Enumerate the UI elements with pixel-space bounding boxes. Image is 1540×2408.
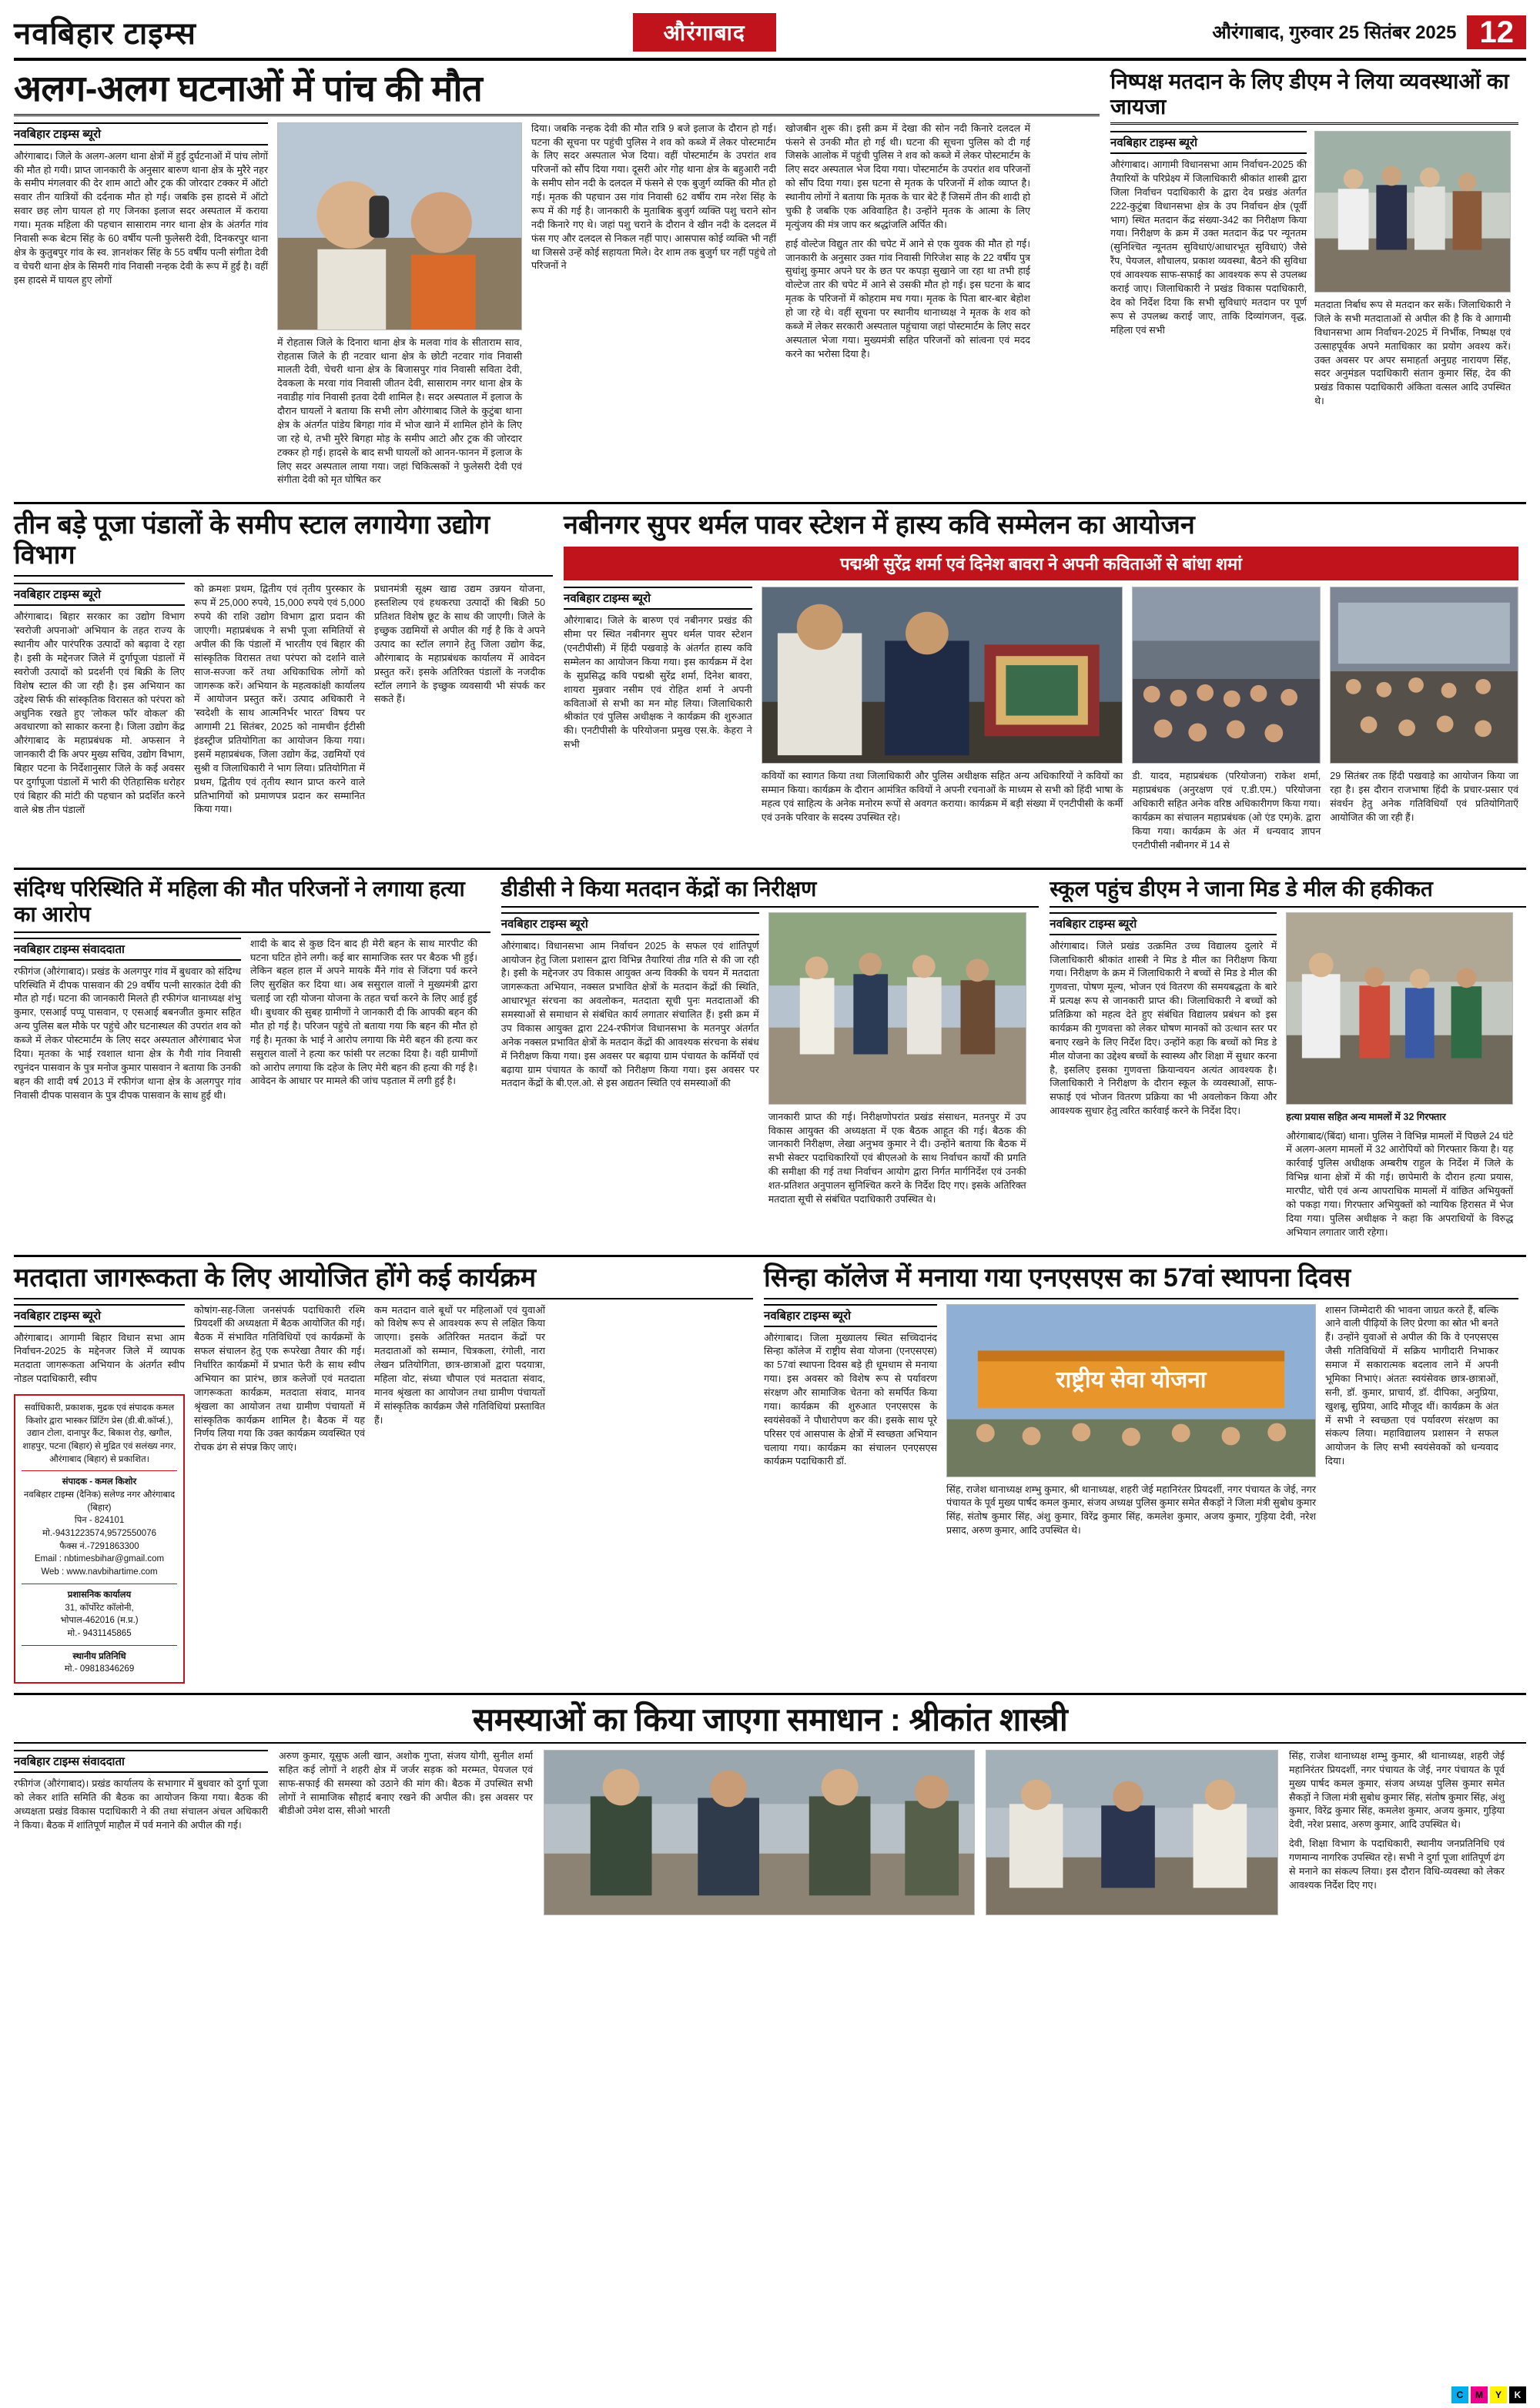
imprint-fax: फैक्स नं.-7291863300 — [59, 1541, 139, 1551]
kavi-story — [564, 510, 1518, 858]
local-phone: मो.- 09818346269 — [64, 1664, 135, 1674]
top-section — [14, 69, 1526, 493]
lead-col3-text — [531, 122, 776, 274]
paragraph: प्रधानमंत्री सूक्ष्म खाद्य उद्यम उन्नयन योजना, हस्तशिल्प एवं हथकरघा उत्पादों की बिक्री 50 प्रतिशत विशेष छूट के साथ की जाएगी। जिले के इच्छुक उद्यमियों से अपील की गई है कि वे अपने उत्पाद का स्टॉल लगाने हेतु जिला उद्योग केंद्र, औरंगाबाद के महाप्रबंधक कार्यालय में आवेदन प्रस्तुत करें। इसके अतिरिक्त पंडालों के नजदीक स्टॉल लगाने के इच्छुक व्यवसायी भी संपर्क कर सकते हैं। — [374, 584, 545, 705]
paragraph: शासन जिम्मेदारी की भावना जाग्रत करते हैं, बल्कि आने वाली पीढ़ियों के लिए प्रेरणा का स्रोत भी बनते हैं। उन्होंने युवाओं से अपील की कि वे एनएसएस जैसी गतिविधियों में सक्रिय भागीदारी निभाकर समाज में सकारात्मक बदलाव लाने में अपनी भूमिका निभाएं। अंततः स्वयंसेवक छात्र-छात्राओं, सनी, डॉ. कुमार, प्राचार्य, डॉ. दीपिका, अनुप्रिया, खुशबू, सुप्रिया, आदि मौजूद थीं। कार्यक्रम के अंत में सभी ने स्वच्छता एवं पर्यावरण संरक्षण का संकल्प लिया। महाविद्यालय प्रशासन ने सफल आयोजन के लिए सभी स्वयंसेवकों को धन्यवाद दिया। — [1325, 1304, 1498, 1467]
paragraph: औरंगाबाद। बिहार सरकार का उद्योग विभाग 'स्वरोजी अपनाओ' अभियान के तहत राज्य के स्थानीय और पारंपरिक उत्पादों को बढ़ावा दे रहा है। इसी के मद्देनजर जिले में दुर्गापूजा पंडालों में स्वरोजी उत्पादों को प्रदर्शनी एवं बिक्री के लिए विशेष स्टाल की जा रही है। इस अभियान का उद्देश्य सिर्फ की सांस्कृतिक विरासत को परंपरा को अधुनिक रखते हुए 'लोकल फॉर वोकल' की अवधारणा को साकार करना है। जिला उद्योग केंद्र औरंगाबाद के महाप्रबंधक मो. अफसान ने जानकारी दी कि अपर मुख्य सचिव, उद्योग विभाग, बिहार पटना के निर्देशानुसार जिले के कई अवसर पर दुर्गापूजा पंडालों में भारी की ऐतिहासिक धरोहर एवं बिहार की मांटी की पहचान को प्रदर्शित करने वाले श्रेष्ठ तीन पंडालों — [14, 611, 185, 815]
lead-col4-text — [785, 122, 1030, 362]
women-death-columns — [14, 938, 490, 1109]
ddc-col1-text — [501, 940, 759, 1092]
kavi-col1-text — [564, 614, 752, 752]
paragraph: औरंगाबाद। जिले के बारुण एवं नबीनगर प्रखंड की सीमा पर स्थित नबीनगर सुपर थर्मल पावर स्टेशन (एनटीपीसी) में हिंदी पखवाड़े के अंतर्गत हास्य कवि सम्मेलन का आयोजन किया गया। इस कार्यक्रम में देश के सुप्रसिद्ध कवि पद्मश्री सुरेंद्र शर्मा, दिनेश बावरा, शायरा मुन्नवार नसीम एवं रोहित शर्मा ने अपनी कविताओं से सभी का मन मोह लिया। जिलाधिकारी श्रीकांत एवं पुलिस अधीक्षक ने कार्यक्रम की शुरुआत की। एनटीपीसी के परियोजना प्रमुख एस.के. केहरा ने सभी — [564, 615, 752, 751]
photo-nss-banner — [946, 1304, 1316, 1477]
women-death-col-1 — [14, 938, 241, 1109]
udyog-col-2 — [194, 583, 365, 822]
imprint-email: Email : nbtimesbihar@gmail.com — [34, 1554, 165, 1564]
paragraph: को क्रमशः प्रथम, द्वितीय एवं तृतीय पुरस्कार के रूप में 25,000 रुपये, 15,000 रुपये एवं 5,000 रुपये की राशि उद्योग विभाग द्वारा प्रदान की जाएगी। महाप्रबंधक ने सभी पूजा समितियों से अपील की कि पंडालों में भारतीय एवं बिहार की सांस्कृतिक विरासत तथा परंपरा को दर्शाने वाले साज-सज्जा करें तथा अधिकाधिक लोगों को जागरूक करें। अभियान के महत्वकांक्षी कार्यालय में आयोजन प्रस्तुत करें। उत्पाद अधिकारी ने 'स्वदेशी के साथ आत्मनिर्भर भारत' विषय पर आगामी 21 सितंबर, 2025 को नामचीन ईटीसी इंडस्ट्रीज प्रतियोगिता का आयोजन किया गया। इसमें महाप्रबंधक, जिला उद्योग केंद्र, उद्यमियों एवं सुश्री व जिलाधिकारी ने भाग लिया। प्रतियोगिता में प्रथम, द्वितीय एवं तृतीय स्थान प्राप्त करने वाले प्रतिभागियों को प्रमाणपत्र प्रदान कर सम्मानित किया गया। — [194, 584, 365, 815]
masthead-right — [1212, 15, 1526, 49]
nss-columns — [764, 1304, 1518, 1544]
kavi-subhead: पद्मश्री सुरेंद्र शर्मा एवं दिनेश बावरा ने अपनी कविताओं से बांधा शमां — [564, 547, 1518, 580]
women-death-story — [14, 876, 490, 1246]
shrikant-col2-text — [279, 1750, 533, 1818]
imprint-lines: सर्वाधिकारी, प्रकाशक, मुद्रक एवं संपादक कमल किशोर द्वारा भास्कर प्रिंटिंग प्रेस (डी.बी.कॉर्प्स.), उद्यान टोला, दानापुर कैंट, बिकाश रोड़, खगौल, शाहपुर, पटना (बिहार) से मुद्रित एवं सलंख्य नगर, औरंगाबाद (बिहार) से प्रकाशित। — [22, 1403, 176, 1464]
photo-kavi-hall — [1330, 587, 1518, 764]
nss-story — [764, 1263, 1518, 1684]
paragraph: में रोहतास जिले के दिनारा थाना क्षेत्र के मलवा गांव के सीताराम साव, रोहतास जिले के ही नटवार थाना क्षेत्र के छोटी नटवार गांव निवासी मालती देवी, चेचरी थाना क्षेत्र के बिजासपुर गांव निवासी सविता देवी, देवकला के मरवा गांव निवासी जीतन देवी, सासाराम नगर थाना क्षेत्र के नवाडीह गांव निवासी इतवा देवी शामिल है। सदर अस्पताल में इलाज के दौरान घायलों ने बताया कि सभी लोग औरंगाबाद जिले के कुटुंबा थाना क्षेत्र के अंतर्गत पांडेय बिगहा गांव में भोज खाने में शामिल होने के लिए जा रहे थे, तभी मुरैरे बिगहा मोड़ के समीप आटो और ट्रक की जोरदार टक्कर हो गई। हादसे के बाद सभी घायलों को आनन-फानन में इलाज के लिए सदर अस्पताल लाया गया। जहां चिकित्सकों ने फुलेसरी देवी एवं संगीता देवी को मृत घोषित कर — [277, 336, 522, 486]
ddc-columns — [501, 912, 1040, 1212]
ddc-col2-text — [768, 1111, 1026, 1207]
lead-col-3 — [531, 122, 776, 493]
dm-col1-text — [1110, 159, 1307, 337]
voter-awareness-story — [14, 1263, 753, 1684]
mid-day-meal-col1-text — [1050, 940, 1277, 1119]
paragraph: डी. यादव, महाप्रबंधक (परियोजना) राकेश शर्मा, महाप्रबंधक (अनुरक्षण एवं ए.डी.एम.) परियोजना अधिकारी सहित अनेक वरिष्ठ अधिकारीगण किया गया। कार्यक्रम का संचालन महाप्रबंधक (ओ एंड एम)के. द्वारा किया गया। कार्यक्रम के अंत में धन्यवाद ज्ञापन एनटीपीसी नबीनगर में 14 से — [1132, 771, 1321, 851]
dm-col-1 — [1110, 131, 1307, 414]
color-swatch-y: Y — [1490, 2386, 1507, 2403]
office-phone: मो.- 9431145865 — [67, 1628, 132, 1638]
shrikant-photo-col-2 — [986, 1750, 1278, 1915]
color-control-bar — [1451, 2386, 1526, 2403]
photo-ddc-road — [768, 912, 1026, 1105]
photo-kavi-audience — [1132, 587, 1321, 764]
nss-col-3 — [1325, 1304, 1498, 1544]
paragraph: अरुण कुमार, यूसुफ अली खान, अशोक गुप्ता, संजय योगी, सुनील शर्मा सहित कई लोगों ने शहरी क्षेत्र में जर्जर सड़क को मरम्मत, पेयजल एवं साफ-सफाई की समस्या को उठाने की मांग की। बैठक में उपस्थित सभी लोगों ने सामाजिक सौहार्द बनाए रखने की अपील की। इस अवसर पर बीडीओ उमेश दास, सीओ भारती — [279, 1750, 533, 1817]
shrikant-photo-col-1 — [544, 1750, 975, 1915]
divider — [22, 1645, 177, 1646]
divider — [1050, 906, 1526, 908]
photo-ddc-road-graphic — [769, 913, 1026, 1104]
local-label: स्थानीय प्रतिनिधि — [72, 1651, 126, 1661]
office-city: भोपाल-462016 (म.प्र.) — [60, 1616, 139, 1626]
divider — [14, 931, 490, 933]
divider — [14, 1298, 753, 1299]
women-death-col-2 — [250, 938, 477, 1109]
kavi-columns — [564, 587, 1518, 858]
edition-badge: औरंगाबाद — [633, 13, 776, 52]
udyog-col3-text — [374, 583, 545, 707]
shrikant-col-2 — [279, 1750, 533, 1915]
color-swatch-c: C — [1451, 2386, 1468, 2403]
women-death-headline: संदिग्ध परिस्थिति में महिला की मौत परिजनों ने लगाया हत्या का आरोप — [14, 876, 465, 926]
ddc-col-2 — [768, 912, 1026, 1212]
lead-col1-text — [14, 150, 268, 288]
lead-col2-text — [277, 336, 522, 488]
lead-col-2 — [277, 122, 522, 493]
paragraph: औरंगाबाद। जिले प्रखंड उत्क्रमित उच्च विद्यालय दुलारे में जिलाधिकारी श्रीकांत शास्त्री ने मिड डे मील का निरीक्षण किया गया। निरीक्षण के क्रम में जिलाधिकारी ने बच्चों से मिड डे मील की गुणवत्ता, पोषण मूल्य, भोजन एवं वितरण की समयबद्धता के बारे में प्रत्यक्ष रूप से जानकारी प्राप्त की। जिलाधिकारी ने बच्चों को प्रतिक्रिया को महत्व देते हुए संबंधित विद्यालय प्रबंधन को इस कार्यक्रम की गुणवत्ता को लेकर घोषण मानकों को उत्थान स्तर पर बनाए रखने के लिए निर्देश दिए। उन्होंने कहा कि बच्चों को मिड डे मील योजना का उद्देश्य बच्चों के स्वास्थ्य और शिक्षा में सुधार करना है, इसलिए इसका गुणवत्ता क्रियान्वयन अत्यंत आवश्यक है। जिलाधिकारी ने निरीक्षण के दौरान स्कूल के व्यवस्थाओं, साफ-सफाई एवं भोजन वितरण प्रक्रिया का भी अवलोकन किया और आवश्यक सुधार हेतु त्वरित कार्रवाई करने के निर्देश दिए। — [1050, 940, 1277, 1117]
paragraph: हाई वोल्टेज विद्युत तार की चपेट में आने से एक युवक की मौत हो गई। जानकारी के अनुसार उक्त गांव निवासी गिरिजेश साह के 22 वर्षीय पुत्र सुधांशु कुमार अपने घर के छत पर कपड़ा सुखाने जा रहा था तभी हाई वोल्टेज तार की चपेट में आने से उसकी मौत हो गई। इस घटना के बाद मृतक के परिजनों में कोहराम मच गया। मृतक के पिता बार-बार बेहोश हो जा रहे थे। वहीं सूचना पर स्थानीय थानाध्यक्ष ने मृतक के शव को कब्जे में लेकर सरकारी अस्पताल पहुंचाया जहां पोस्टमार्टम के लिए सदर अस्पताल भेजा गया। मुख्यमंत्री सहित परिजनों को सांत्वना एवं मदद करने का भरोसा दिया है। — [785, 238, 1030, 360]
photo-kavi-stage-graphic — [762, 587, 1123, 763]
paragraph: औरंगाबाद/(बिंदा) थाना। पुलिस ने विभिन्न मामलों में पिछले 24 घंटे में अलग-अलग मामलों में 32 आरोपियों को गिरफ्तार किया है। यह कार्रवाई पुलिस अधीक्षक अम्बरीष राहुल के निर्देश में जिले के विभिन्न थाना क्षेत्रों में की गई। छापेमारी के दौरान हत्या प्रयास, मारपीट, चोरी एवं अन्य आपराधिक मामलों में वांछित अभियुक्तों को पकड़ा गया। गिरफ्तार अभियुक्तों को न्यायिक हिरासत में भेज दिया गया। पुलिस अधीक्षक ने कहा कि अपराधियों के विरुद्ध अभियान लगातार जारी रहेगा। — [1286, 1130, 1514, 1238]
nss-photo-col-text — [946, 1483, 1316, 1539]
dm-columns — [1110, 131, 1518, 414]
photo-shanti-meeting — [986, 1750, 1278, 1915]
paragraph: मतदाता निर्बाध रूप से मतदान कर सकें। जिलाधिकारी ने जिले के सभी मतदाताओं से अपील की है कि वे आगामी विधानसभा आम निर्वाचन-2025 में निर्भीक, निष्पक्ष एवं उत्साहपूर्वक अपने मताधिकार का प्रयोग अवश्य करें। उक्त अवसर पर अपर समाहर्ता अनुग्रह नारायण सिंह, सदर अनुमंडल पदाधिकारी संतान कुमार सिंह, देव की प्रखंड विकास पदाधिकारी अंकिता वत्सल आदि उपस्थित थे। — [1314, 299, 1511, 407]
photo-police-presser-graphic — [544, 1751, 974, 1915]
paragraph: शादी के बाद से कुछ दिन बाद ही मेरी बहन के साथ मारपीट की घटना घटित होने लगी। कई बार सामाजिक स्तर पर बैठक भी हुई। लेकिन बहल हाल में अपने मायके मैंने गांव से जिंदगा पर्व करने लिए सुरक्षित कर दिया था। अब ससुराल वालों ने मुख्यमंत्री द्वारा चलाई जा रही योजना योजना के तहत चर्चा करने के लिए आई हुई थी। बुधवार की सुबह ग्रामीणों ने जानकारी दी कि आपकी बहन की मौत हो गई है। परिजन पहुंचे तो बताया गया कि बहन की मौत हो गई है। मृतका के भाई ने आरोप लगाया कि मेरी बहन की हत्या कर ससुराल वालों ने हत्या कर फांसी पर लटका दिया है। वही ग्रामीणों को आरोप लगाया कि दहेज के लिए मेरी बहन की हत्या की गई है। आवेदन के आधार पर मामले की जांच पड़ताल में लगी हुई है। — [250, 938, 477, 1087]
lead-columns — [14, 122, 1100, 493]
voter-awareness-col3-text — [374, 1304, 545, 1428]
byline: नवबिहार टाइम्स संवाददाता — [14, 938, 241, 961]
photo-school-meal — [1286, 912, 1513, 1105]
photo-shanti-meeting-graphic — [986, 1751, 1277, 1915]
kavi-photo-col — [762, 587, 1123, 858]
imprint-web: Web : www.navbihartime.com — [41, 1567, 158, 1577]
photo-kavi-audience-graphic — [1133, 587, 1320, 763]
photo-interview — [277, 122, 522, 330]
byline: नवबिहार टाइम्स ब्यूरो — [501, 912, 759, 935]
paragraph: खोजबीन शुरू की। इसी क्रम में देखा की सोन नदी किनारे दलदल में फंसने से उनकी मौत हो गई थी। घटना की सूचना पुलिस को दी गई जिसके आलोक में पहुंची पुलिस ने शव को कब्जे में लेकर पोस्टमार्टम के लिए सदर अस्पताल भेज दिया गया। पोस्टमार्टम के उपरांत शव परिजनों को सौंप दिया गया। इस घटना से मृतक के परिजनों में शोक व्याप्त है। स्थानीय लोगों ने बताया कि मृतक के चार बेटे हैं जिसमें तीन की शादी हो चुकी है जबकि एक अविवाहित है। उन्होंने मृतक के आत्मा के लिए मृत्युंजय की मंत्र जाप कर श्रद्धांजलि अर्पित की। — [785, 122, 1030, 230]
nss-headline: सिन्हा कॉलेज में मनाया गया एनएसएस का 57वां स्थापना दिवस — [764, 1263, 1351, 1293]
divider — [14, 575, 553, 577]
photo-dm-visit — [1314, 131, 1511, 293]
shrikant-col-1 — [14, 1750, 268, 1915]
editor-label: संपादक - कमल किशोर — [62, 1477, 137, 1487]
mid-day-meal-columns — [1050, 912, 1526, 1246]
nss-photo-col — [946, 1304, 1316, 1544]
paragraph: औरंगाबाद। विधानसभा आम निर्वाचन 2025 के सफल एवं शांतिपूर्ण आयोजन हेतु जिला प्रशासन द्वारा विभिन्न तैयारियां तीव्र गति से की जा रही है। इसी के मद्देनजर उप विकास आयुक्त अन्य विक्की के चयन में मतदाता जागरूकता अभियान, नक्सल प्रभावित क्षेत्रों के मतदान केंद्रों की स्थिति, आधारभूत संरचना का अवलोकन, मतदाता सूची पुनः मतदाताओं की समस्याओं से समाधान से संबंधित कार्य लगातार संचालित हैं। इसी क्रम में उप विकास आयुक्त द्वारा 224-रफीगंज विधानसभा के मतनपुर अंतर्गत अनेक नक्सल प्रभावित क्षेत्रों के मतदान केंद्रों की आवश्यक संरचना के संबंध में निरीक्षण किया गया। इस अवसर पर बढ़ाया ग्राम पंचायत के कर्मियों एवं बढ़ाया ग्राम पंचायत के कार्यों को निरीक्षण किया गया। इस अवसर पर मतदान केंद्रों के बी.एल.ओ. से इस अद्यतन स्थिति एवं समस्याओं की — [500, 940, 759, 1089]
paragraph: कम मतदान वाले बूथों पर महिलाओं एवं युवाओं को विशेष रूप से आवश्यक रूप से लक्षित किया जाएगा। इसके अतिरिक्त मतदान केंद्रों पर मतदाताओं को सम्मान, चित्रकला, रंगोली, नारा लेखन प्रतियोगिता, छात्र-छात्राओं द्वारा पदयात्रा, महिला वोट, संध्या चौपाल एवं मतदाता संवाद, मानव श्रृंखला का आयोजन तथा ग्रामीण पंचायतों में सांस्कृतिक कार्यक्रम जैसे गतिविधियां प्रस्तावित हैं। — [374, 1304, 545, 1426]
shrikant-columns — [14, 1750, 1526, 1915]
band-two — [14, 502, 1526, 858]
shrikant-col1-text — [14, 1778, 268, 1833]
imprint-address: नवबिहार टाइम्स (दैनिक) सलेण्ड नगर औरंगाबाद (बिहार) — [23, 1490, 176, 1513]
voter-awareness-columns — [14, 1304, 753, 1684]
byline: नवबिहार टाइम्स ब्यूरो — [764, 1304, 937, 1327]
udyog-col-1 — [14, 583, 185, 822]
divider — [501, 906, 1040, 908]
udyog-col-3 — [374, 583, 545, 822]
paragraph: सिंह, राजेश थानाध्यक्ष शम्भु कुमार, श्री थानाध्यक्ष, शहरी जेई महानिरंतर प्रियदर्शी, नगर पंचायत के जेई, नगर पंचायत के पूर्व मुख्य पार्षद कमल कुमार, संजय अध्यक्ष पुलिस कुमार समेत सैकड़ों ने जिला मंत्री सुबोध कुमार सिंह, संतोष कुमार सिंह, अंशु कुमार, विरेंद्र कुमार सिंह, कमलेश कुमार, अजय कुमार, गुड़िया देवी, नरेश प्रसाद, अरुण कुमार, आदि उपस्थित थे। — [946, 1483, 1316, 1537]
mid-day-meal-col-2 — [1286, 912, 1513, 1246]
paragraph: कवियों का स्वागत किया तथा जिलाधिकारी और पुलिस अधीक्षक सहित अन्य अधिकारियों ने कवियों का सम्मान किया। कार्यक्रम के दौरान आमंत्रित कवियों ने अपनी रचनाओं के माध्यम से सभी को हिंदी भाषा के महत्व एवं साहित्य के अनेक मनोरम रूपों से अवगत कराया। कार्यक्रम में बड़ी संख्या में एनटीपीसी के कर्मी एवं उनके परिवार के सदस्य उपस्थित रहे। — [761, 771, 1123, 823]
imprint-phones: मो.-9431223574,9572550076 — [42, 1529, 156, 1539]
mid-day-meal-col-1 — [1050, 912, 1277, 1246]
byline: नवबिहार टाइम्स ब्यूरो — [14, 583, 185, 606]
udyog-headline: तीन बड़े पूजा पंडालों के समीप स्टाल लगायेगा उद्योग विभाग — [14, 510, 490, 570]
imprint-box — [14, 1394, 185, 1684]
color-swatch-m: M — [1471, 2386, 1488, 2403]
lead-col-4 — [785, 122, 1030, 493]
mid-day-meal-story — [1050, 876, 1526, 1246]
page-number: 12 — [1467, 15, 1526, 49]
office-address: 31, कॉर्पोरेट कॉलोनी, — [65, 1603, 134, 1613]
office-label: प्रशासनिक कार्यालय — [67, 1590, 132, 1600]
paragraph: 29 सितंबर तक हिंदी पखवाड़े का आयोजन किया जा रहा है। इस दौरान राजभाषा हिंदी के प्रचार-प्रसार एवं संवर्धन हेतु अनेक गतिविधियाँ एवं प्रतियोगिताएँ आयोजित की जा रही हैं। — [1330, 771, 1518, 823]
nss-col1-text — [764, 1332, 937, 1470]
byline: नवबिहार टाइम्स संवाददाता — [14, 1750, 268, 1773]
lead-col-1 — [14, 122, 268, 493]
ddc-col-1 — [501, 912, 759, 1212]
svg-text:राष्ट्रीय सेवा योजना: राष्ट्रीय सेवा योजना — [1056, 1366, 1207, 1393]
udyog-col2-text — [194, 583, 365, 817]
voter-awareness-col-3 — [374, 1304, 545, 1684]
date-line: औरंगाबाद, गुरुवार 25 सितंबर 2025 — [1212, 22, 1457, 43]
byline: नवबिहार टाइम्स ब्यूरो — [1050, 912, 1277, 935]
lead-headline-wrap — [14, 69, 1100, 116]
dm-headline-wrap — [1110, 69, 1518, 125]
paragraph: सिंह, राजेश थानाध्यक्ष शम्भु कुमार, श्री थानाध्यक्ष, शहरी जेई महानिरंतर प्रियदर्शी, नगर पंचायत के जेई, नगर पंचायत के पूर्व मुख्य पार्षद कमल कुमार, संजय अध्यक्ष पुलिस कुमार समेत सैकड़ों ने जिला मंत्री सुबोध कुमार सिंह, संतोष कुमार सिंह, अंशु कुमार, विरेंद्र कुमार सिंह, कमलेश कुमार, अजय कुमार, गुड़िया देवी, नरेश प्रसाद, अरुण कुमार, आदि उपस्थित थे। — [1289, 1750, 1505, 1831]
photo-dm-visit-graphic — [1315, 132, 1510, 292]
ddc-story — [501, 876, 1040, 1246]
band-three — [14, 868, 1526, 1246]
udyog-columns — [14, 583, 553, 822]
kavi-photo-col-text — [762, 770, 1123, 825]
voter-awareness-col2-text — [194, 1304, 365, 1456]
women-death-col1-text — [14, 965, 241, 1103]
shrikant-col3-text — [1289, 1750, 1505, 1893]
shrikant-headline: समस्याओं का किया जाएगा समाधान : श्रीकांत शास्त्री — [472, 1701, 1068, 1737]
kavi-col-4 — [1330, 587, 1518, 858]
byline: नवबिहार टाइम्स ब्यूरो — [14, 122, 268, 145]
photo-kavi-hall-graphic — [1331, 587, 1518, 763]
paragraph: कोषांग-सह-जिला जनसंपर्क पदाधिकारी रश्मि प्रियदर्शी की अध्यक्षता में बैठक आयोजित की गई। बैठक में संभावित गतिविधियों एवं कार्यक्रमों के सफल संचालन हेतु एक रूपरेखा तैयार की गई। निर्धारित कार्यक्रमों में प्रभात फेरी के साथ स्वीप अभियान का प्रारंभ, छात्र कलेजों एवं मतदाता जागरूकता कार्यक्रम, मतदाता संवाद, मानव श्रृंखला का आयोजन तथा ग्रामीण पंचायतों में सांस्कृतिक कार्यक्रम शामिल है। बैठक में यह निर्णय लिया गया कि उक्त कार्यक्रम व्यवस्थित एवं रोचक ढंग से संपन्न किए जाएं। — [194, 1304, 365, 1453]
band-four — [14, 1255, 1526, 1684]
paragraph: औरंगाबाद। आगामी विधानसभा आम निर्वाचन-2025 की तैयारियों के परिप्रेक्ष्य में जिलाधिकारी श्रीकांत शास्त्री द्वारा जिला निर्वाचन पदाधिकारी के द्वारा देव प्रखंड अंतर्गत 222-कुटुंबा विधानसभा क्षेत्र के उप निर्वाचन क्षेत्र (पूर्वी भाग) स्थित मतदान केंद्र संख्या-342 का निरीक्षण किया गया। निरीक्षण के क्रम में उक्त मतदान केंद्र पर न्यूनतम (सुनिश्चित न्यूनतम सुविधाएं/आधारभूत सुविधाएं) जैसे रैंप, पेयजल, शौचालय, प्रकाश व्यवस्था, बैठने की सुविधा एवं आवश्यक साफ-सफाई का आवश्यक रूप से उपलब्ध कराई जाए। जिलाधिकारी ने प्रखंड विकास पदाधिकारी, देव को निर्देश दिया कि सभी सुविधाएं मतदान पर पूर्ण रूप से उपलब्ध कराई जाए, ताकि दिव्यांगजन, वृद्ध, महिला एवं सभी — [1110, 159, 1307, 336]
photo-school-meal-graphic — [1287, 913, 1512, 1104]
dm-headline: निष्पक्ष मतदान के लिए डीएम ने लिया व्यवस्थाओं का जायजा — [1110, 69, 1509, 119]
shrikant-col-3 — [1289, 1750, 1505, 1915]
divider — [14, 1742, 1526, 1744]
masthead — [14, 11, 1526, 61]
voter-awareness-col-2 — [194, 1304, 365, 1684]
imprint-pin: पिन - 824101 — [74, 1516, 125, 1526]
women-death-col2-text — [250, 938, 477, 1089]
udyog-col1-text — [14, 610, 185, 817]
photo-police-presser — [544, 1750, 975, 1915]
lead-headline: अलग-अलग घटनाओं में पांच की मौत — [14, 68, 483, 109]
arrests-text — [1286, 1111, 1513, 1240]
paragraph: रफीगंज (औरंगाबाद)। प्रखंड के अलगपुर गांव में बुधवार को संदिग्ध परिस्थिति में दीपक पासवान की 29 वर्षीय पत्नी सारकांत देवी की मौत हो गई। घटना की जानकारी मिलते ही रफीगंज थानाध्यक्ष शंभु कुमार, एसआई पप्पू पासवान, ए एसआई बबनजीत कुमार सहित अन्य पुलिस बल मौके पर पहुंचे और घटनास्थल की उपरांत शव को कब्जे में लेकर पोस्टमार्टम के लिए सदर अस्पताल औरंगाबाद भेज दिया। मृतका के भाई रवशाल थाना क्षेत्र के गैवी गांव निवासी रघुनंदन पासवान के पुत्र मनोज कुमार पासवान ने बताया कि उनकी बहन की शादी वर्ष 2013 में रफीगंज थाना क्षेत्र के अलगपुर गांव निवासी दीपक पासवान के पुत्र दीपक पासवान के साथ हुई थी। — [14, 965, 241, 1101]
paragraph: देवी, शिक्षा विभाग के पदाधिकारी, स्थानीय जनप्रतिनिधि एवं गणमान्य नागरिक उपस्थित रहे। सभी ने दुर्गा पूजा शांतिपूर्ण ढंग से मनाने का संकल्प लिया। इस दौरान विधि-व्यवस्था को लेकर आवश्यक निर्देश दिए गए। — [1289, 1838, 1505, 1891]
nss-col3-text — [1325, 1304, 1498, 1470]
newspaper-title: नवबिहार टाइम्स — [14, 17, 196, 51]
ddc-headline: डीडीसी ने किया मतदान केंद्रों का निरीक्षण — [500, 876, 817, 901]
kavi-col4-text — [1330, 770, 1518, 825]
mid-day-meal-headline: स्कूल पहुंच डीएम ने जाना मिड डे मील की हकीकत — [1050, 876, 1433, 901]
lead-story — [14, 69, 1100, 493]
dm-inspection-story — [1110, 69, 1518, 493]
divider — [22, 1470, 177, 1471]
photo-nss-banner-graphic — [947, 1305, 1315, 1477]
kavi-headline: नबीनगर सुपर थर्मल पावर स्टेशन में हास्य कवि सम्मेलन का आयोजन — [564, 510, 1195, 540]
arrests-headline: हत्या प्रयास सहित अन्य मामलों में 32 गिरफ्तार — [1286, 1111, 1446, 1122]
band-five — [14, 1693, 1526, 1915]
paragraph: जानकारी प्राप्त की गई। निरीक्षणोपरांत प्रखंड संसाधन, मतनपुर में उप विकास आयुक्त की अध्यक्षता में एक बैठक आहूत की गई। बैठक की जानकारी निरीक्षण, लेखा अनुभव कुमार ने दी। उन्होंने बताया कि बैठक में सभी सेक्टर पदाधिकारियों एवं बीएलओ के साथ निर्वाचन कार्यों की प्रगति की समीक्षा की गई तथा निर्वाचन आयोग द्वारा निर्गत मार्गनिर्देश एवं उनकी शत-प्रतिशत अनुपालन सुनिश्चित करने के निर्देश दिए गए। इसके अतिरिक्त मतदाता सूची से संबंधित पदाधिकारी उपस्थित थे। — [768, 1111, 1026, 1205]
photo-interview-graphic — [278, 123, 521, 329]
kavi-col3-text — [1132, 770, 1321, 852]
divider — [764, 1298, 1518, 1299]
voter-awareness-col1-text — [14, 1332, 185, 1387]
kavi-col-1 — [564, 587, 752, 858]
paragraph: औरंगाबाद। जिले के अलग-अलग थाना क्षेत्रों में हुई दुर्घटनाओं में पांच लोगों की मौत हो गयी। प्राप्त जानकारी के अनुसार बारुण थाना क्षेत्र के मुरैरे नहर के समीप मंगलवार की देर शाम आटो और ट्रक की जोरदार टक्कर में ऑटो सवार तीन यात्रियों की दर्दनाक मौत हो गई। जबकि इस हादसे में ऑटो सवार छह लोग घायल हो गए जिनका इलाज सदर अस्पताल में कराया गया। मृतक महिला की पहचान सासाराम नगर थाना क्षेत्र के अंतर्गत गांव निवासी रूक बेटम सिंह के 60 वर्षीय पत्नी फुलेसरी देवी, दिनकरपुर थाना क्षेत्र के कुतुबपुर गांव के स्व. ज्ञानशंकर सिंह के 55 वर्षीय पत्नी संगीता देवी व चेचरी थाना क्षेत्र के सिमरी गांव निवासी नन्हक देवी के रूप में हुई है। वहीं इस हादसे में घायल हुए लोगों — [14, 150, 268, 286]
kavi-col-3 — [1132, 587, 1321, 858]
byline: नवबिहार टाइम्स ब्यूरो — [1110, 131, 1307, 154]
dm-col2-text — [1314, 299, 1511, 409]
dm-col-2 — [1314, 131, 1511, 414]
paragraph: औरंगाबाद। आगामी बिहार विधान सभा आम निर्वाचन-2025 के मद्देनजर जिले में व्यापक मतदाता जागरूकता अभियान के अंतर्गत स्वीप नोडल पदाधिकारी, स्वीप — [14, 1332, 185, 1385]
photo-kavi-stage — [762, 587, 1123, 764]
voter-awareness-headline: मतदाता जागरूकता के लिए आयोजित होंगे कई कार्यक्रम — [14, 1263, 537, 1293]
udyog-story — [14, 510, 553, 858]
paragraph: दिया। जबकि नन्हक देवी की मौत रात्रि 9 बजे इलाज के दौरान हो गई। घटना की सूचना पर पहुंची पुलिस ने शव को कब्जे में लेकर पोस्टमार्टम के लिए सदर अस्पताल भेज दिया। वहीं पोस्टमार्टम के उपरांत शव परिजनों को सौंप दिया गया। दूसरी ओर गोह थाना क्षेत्र के बहुआरी नदी के समीप सोन नदी के दलदल में फंसने से एक बुजुर्ग व्यक्ति की मौत हो गई। मृतक की पहचान उस गांव निवासी 62 वर्षीय राम नरेश सिंह के रूप में की गई है। जानकारी के मुताबिक बुजुर्ग व्यक्ति पशु चराने सोन नदी किनारे गए थे। जहां पशु चराने के दौरान वे खीन नदी के दलदल में फंस गए और दलदल से निकल नहीं पाए। आसपास कोई व्यक्ति भी नहीं था जिससे उन्हें कोई सहायता मिले। देर शाम तक बुजुर्ग घर नहीं पहुंचे तो परिजनों ने — [531, 122, 776, 272]
color-swatch-k: K — [1509, 2386, 1526, 2403]
byline: नवबिहार टाइम्स ब्यूरो — [14, 1304, 185, 1327]
voter-awareness-col-1 — [14, 1304, 185, 1684]
byline: नवबिहार टाइम्स ब्यूरो — [564, 587, 752, 610]
paragraph: रफीगंज (औरंगाबाद)। प्रखंड कार्यालय के सभागार में बुधवार को दुर्गा पूजा को लेकर शांति समिति की बैठक का आयोजन किया गया। बैठक की अध्यक्षता प्रखंड विकास पदाधिकारी ने की तथा संचालन अंचल अधिकारी ने किया। बैठक में शांतिपूर्ण माहौल में पर्व मनाने की अपील की गई। — [14, 1778, 268, 1831]
nss-col-1 — [764, 1304, 937, 1544]
paragraph: औरंगाबाद। जिला मुख्यालय स्थित सच्चिदानंद सिन्हा कॉलेज में राष्ट्रीय सेवा योजना (एनएसएस) का 57वां स्थापना दिवस बड़े ही धूमधाम से मनाया गया। इस अवसर को विशेष रूप से पर्यावरण संरक्षण और सामाजिक चेतना को समर्पित किया गया। कार्यक्रम की शुरुआत एनएसएस के स्वयंसेवकों ने पौधारोपण कर की। इसके साथ पूरे परिसर एवं आसपास के क्षेत्रों में स्वच्छता अभियान चलाया गया। कार्यक्रम का संचालन एनएसएस कार्यक्रम पदाधिकारी डॉ. — [764, 1332, 937, 1467]
